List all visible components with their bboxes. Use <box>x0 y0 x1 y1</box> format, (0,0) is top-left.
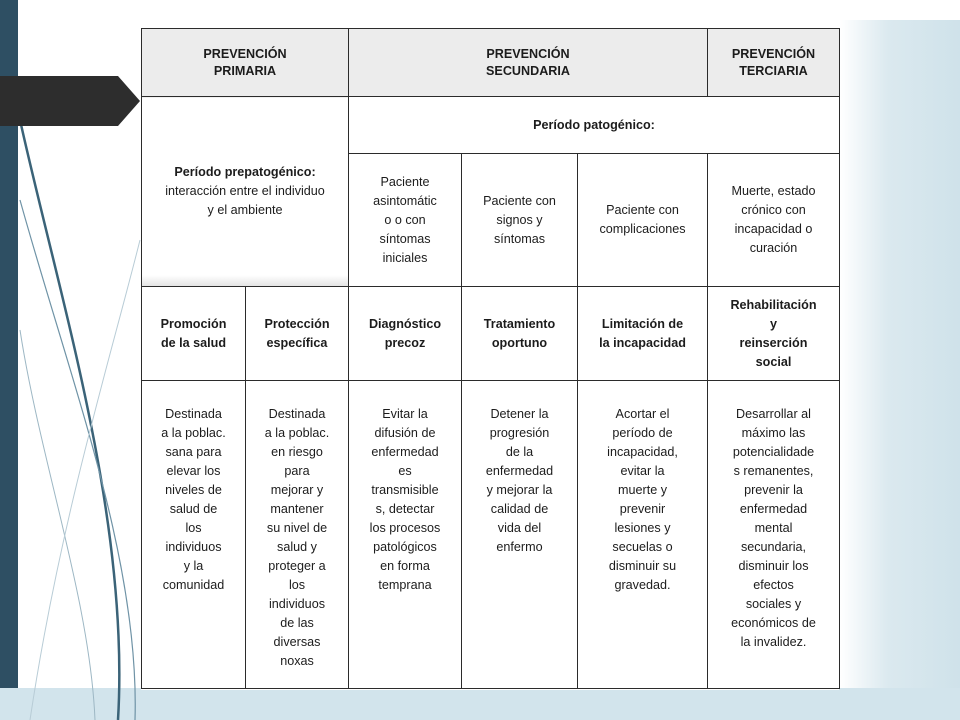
stage-cell: Paciente con signos y síntomas <box>462 154 578 287</box>
right-background-band <box>840 20 960 720</box>
periodo-prepatogenico-text: interacción entre el individuo y el ambiente <box>165 184 325 217</box>
level-cell: Diagnóstico precoz <box>349 287 462 381</box>
stage-cell: Paciente con complicaciones <box>578 154 708 287</box>
level-cell: Tratamiento oportuno <box>462 287 578 381</box>
level-cell: Limitación de la incapacidad <box>578 287 708 381</box>
level-cell: Promoción de la salud <box>142 287 246 381</box>
description-cell: Acortar el período de incapacidad, evitar la muerte y prevenir lesiones y secuelas o disminuir su gravedad. <box>578 381 708 689</box>
description-cell: Destinada a la poblac. en riesgo para mejorar y mantener su nivel de salud y proteger a los individuos de las diversas noxas <box>246 381 349 689</box>
arrow-tab-shape <box>0 76 140 126</box>
header-prevencion-primaria: PREVENCIÓN PRIMARIA <box>142 29 349 97</box>
description-cell: Destinada a la poblac. sana para elevar los niveles de salud de los individuos y la comunidad <box>142 381 246 689</box>
level-cell: Rehabilitación y reinserción social <box>708 287 840 381</box>
level-cell: Protección específica <box>246 287 349 381</box>
periodo-prepatogenico-cell <box>142 97 349 287</box>
header-prevencion-secundaria: PREVENCIÓN SECUNDARIA <box>349 29 708 97</box>
description-cell: Evitar la difusión de enfermedad es transmisible s, detectar los procesos patológicos en forma temprana <box>349 381 462 689</box>
stage-cell: Paciente asintomátic o o con síntomas iniciales <box>349 154 462 287</box>
description-cell: Detener la progresión de la enfermedad y mejorar la calidad de vida del enfermo <box>462 381 578 689</box>
stage-cell: Muerte, estado crónico con incapacidad o curación <box>708 154 840 287</box>
prevention-levels-table <box>141 28 839 690</box>
periodo-patogenico-cell: Período patogénico: <box>349 97 840 154</box>
header-prevencion-terciaria: PREVENCIÓN TERCIARIA <box>708 29 840 97</box>
description-cell: Desarrollar al máximo las potencialidade s remanentes, prevenir la enfermedad mental secundaria, disminuir los efectos sociales y económicos de la invalidez. <box>708 381 840 689</box>
periodo-prepatogenico-title: Período prepatogénico: <box>174 165 316 179</box>
